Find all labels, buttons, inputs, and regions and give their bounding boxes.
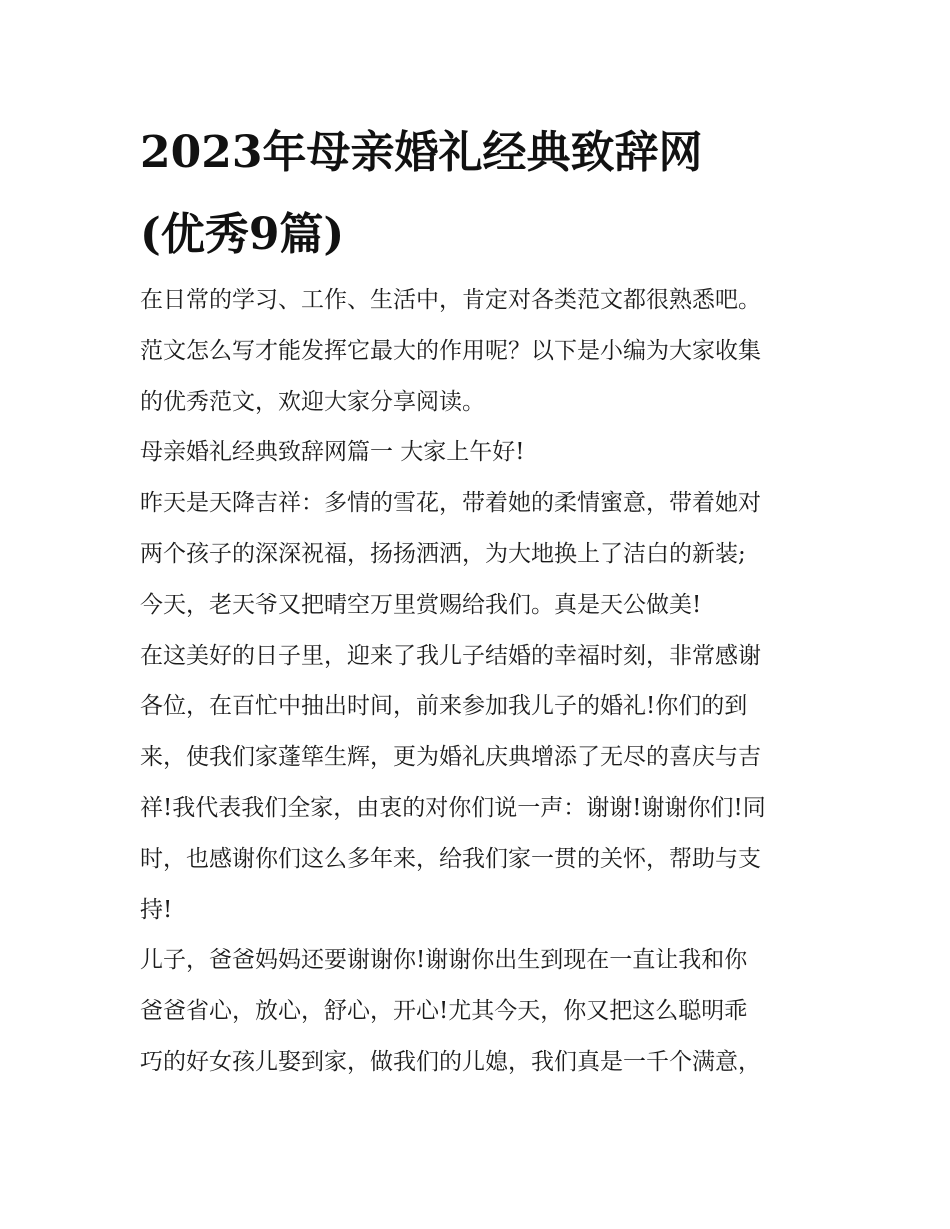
body-line: 儿子，爸爸妈妈还要谢谢你!谢谢你出生到现在一直让我和你 xyxy=(140,947,748,974)
body-line: 在这美好的日子里，迎来了我儿子结婚的幸福时刻，非常感谢 xyxy=(140,642,761,669)
document-title xyxy=(140,112,820,276)
title-line-2: (优秀9篇) xyxy=(140,209,345,260)
body-line: 祥!我代表我们全家，由衷的对你们说一声：谢谢!谢谢你们!同 xyxy=(140,794,766,821)
body-line: 两个孩子的深深祝福，扬扬洒洒，为大地换上了洁白的新装; xyxy=(140,540,746,567)
body-line: 爸爸省心，放心，舒心，开心!尤其今天，你又把这么聪明乖 xyxy=(140,998,748,1025)
body-line: 的优秀范文，欢迎大家分享阅读。 xyxy=(140,388,485,415)
body-line: 昨天是天降吉祥：多情的雪花，带着她的柔情蜜意，带着她对 xyxy=(140,490,761,517)
document-body xyxy=(140,280,820,1093)
body-line: 巧的好女孩儿娶到家，做我们的儿媳，我们真是一千个满意， xyxy=(140,1048,761,1075)
title-line-1: 2023年母亲婚礼经典致辞网 xyxy=(140,127,703,178)
body-line: 时，也感谢你们这么多年来，给我们家一贯的关怀，帮助与支 xyxy=(140,845,761,872)
body-line: 今天，老天爷又把晴空万里赏赐给我们。真是天公做美! xyxy=(140,591,702,618)
body-line: 母亲婚礼经典致辞网篇一 大家上午好! xyxy=(140,439,525,466)
body-line: 各位，在百忙中抽出时间，前来参加我儿子的婚礼!你们的到 xyxy=(140,693,748,720)
body-line: 持! xyxy=(140,896,173,923)
body-line: 在日常的学习、工作、生活中，肯定对各类范文都很熟悉吧。 xyxy=(140,287,761,313)
body-line: 来，使我们家蓬筚生辉，更为婚礼庆典增添了无尽的喜庆与吉 xyxy=(140,744,761,771)
body-line: 范文怎么写才能发挥它最大的作用呢？以下是小编为大家收集 xyxy=(140,337,761,364)
